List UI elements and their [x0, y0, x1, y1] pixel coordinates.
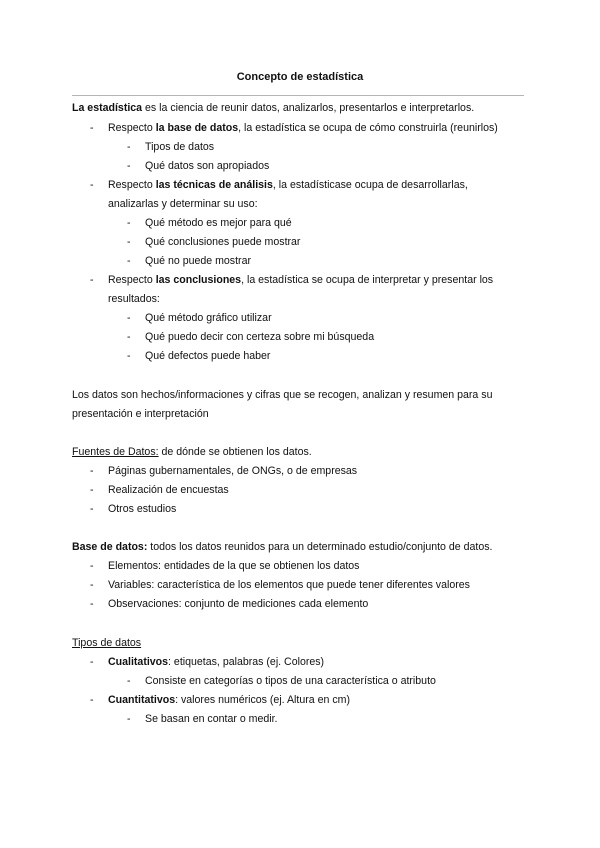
sub-bullet: -: [127, 312, 131, 324]
conclusiones-bold: las conclusiones: [155, 274, 242, 286]
intro-bold: La estadística: [72, 102, 143, 114]
base-datos-heading: Base de datos:: [72, 541, 148, 553]
list-item: Elementos: entidades de la que se obtienen los datos: [108, 560, 360, 572]
tecnicas-bold: las técnicas de análisis: [155, 179, 273, 191]
intro-rest: es la ciencia de reunir datos, analizarlos, presentarlos e interpretarlos.: [142, 102, 475, 114]
list-bullet: -: [90, 465, 94, 477]
sub-bullet: -: [127, 236, 131, 248]
base-datos-paragraph: [72, 540, 492, 554]
sub-item: Qué método gráfico utilizar: [145, 312, 272, 324]
conclusiones-pre: Respecto: [108, 274, 156, 286]
tecnicas-pre: Respecto: [108, 179, 156, 191]
list-item-cualitativos: [108, 655, 324, 669]
sub-item: Qué defectos puede haber: [145, 350, 271, 362]
base-bold: la base de datos: [155, 122, 239, 134]
list-item: Variables: característica de los elementos que puede tener diferentes valores: [108, 579, 470, 591]
cualitativos-rest: : etiquetas, palabras (ej. Colores): [168, 656, 325, 668]
list-bullet: -: [90, 503, 94, 515]
sub-item: Consiste en categorías o tipos de una característica o atributo: [145, 675, 436, 687]
datos-definition-line1: Los datos son hechos/informaciones y cifras que se recogen, analizan y resumen para su: [72, 389, 493, 401]
list-bullet: -: [90, 694, 94, 706]
sub-bullet: -: [127, 350, 131, 362]
list-bullet: -: [90, 484, 94, 496]
sub-item: Qué puedo decir con certeza sobre mi búsqueda: [145, 331, 375, 343]
datos-definition-line2: presentación e interpretación: [72, 408, 209, 420]
cualitativos-bold: Cualitativos: [108, 656, 169, 668]
tipos-heading: [72, 636, 141, 650]
sub-bullet: -: [127, 331, 131, 343]
fuentes-rest: de dónde se obtienen los datos.: [158, 446, 312, 458]
list-item-cuantitativos: [108, 693, 350, 707]
sub-bullet: -: [127, 713, 131, 725]
sub-bullet: -: [127, 675, 131, 687]
list-item: Otros estudios: [108, 503, 177, 515]
list-item: Realización de encuestas: [108, 484, 229, 496]
conclusiones-continuation: resultados:: [108, 293, 160, 305]
base-datos-rest: todos los datos reunidos para un determinado estudio/conjunto de datos.: [147, 541, 493, 553]
sub-item: Se basan en contar o medir.: [145, 713, 278, 725]
sub-item: Qué método es mejor para qué: [145, 217, 292, 229]
sub-bullet: -: [127, 160, 131, 172]
conclusiones-post: , la estadística se ocupa de interpretar y presentar los: [241, 274, 494, 286]
sub-bullet: -: [127, 255, 131, 267]
list-item: Observaciones: conjunto de mediciones cada elemento: [108, 598, 369, 610]
sub-item: Tipos de datos: [145, 141, 215, 153]
list-bullet: -: [90, 579, 94, 591]
list-bullet: -: [90, 656, 94, 668]
sub-item: Qué datos son apropiados: [145, 160, 270, 172]
list-bullet: -: [90, 179, 94, 191]
cuantitativos-rest: : valores numéricos (ej. Altura en cm): [175, 694, 350, 706]
tipos-heading-text: Tipos de datos: [72, 637, 142, 649]
tecnicas-post: , la estadísticase ocupa de desarrollarlas,: [272, 179, 468, 191]
list-bullet: -: [90, 122, 94, 134]
sub-bullet: -: [127, 141, 131, 153]
list-item-base: [108, 121, 498, 135]
list-item-conclusiones: [108, 273, 493, 287]
page-title: Concepto de estadística: [236, 71, 364, 83]
base-post: , la estadística se ocupa de cómo construirla (reunirlos): [238, 122, 498, 134]
list-bullet: -: [90, 274, 94, 286]
cuantitativos-bold: Cuantitativos: [108, 694, 176, 706]
intro-paragraph: [72, 101, 474, 115]
tecnicas-continuation: analizarlas y determinar su uso:: [108, 198, 258, 210]
list-bullet: -: [90, 560, 94, 572]
list-item: Páginas gubernamentales, de ONGs, o de empresas: [108, 465, 358, 477]
base-pre: Respecto: [108, 122, 156, 134]
sub-item: Qué no puede mostrar: [145, 255, 251, 267]
sub-item: Qué conclusiones puede mostrar: [145, 236, 301, 248]
fuentes-paragraph: [72, 445, 312, 459]
title-divider: [72, 95, 524, 96]
list-bullet: -: [90, 598, 94, 610]
fuentes-heading: Fuentes de Datos:: [72, 446, 159, 458]
list-item-tecnicas: [108, 178, 468, 192]
sub-bullet: -: [127, 217, 131, 229]
